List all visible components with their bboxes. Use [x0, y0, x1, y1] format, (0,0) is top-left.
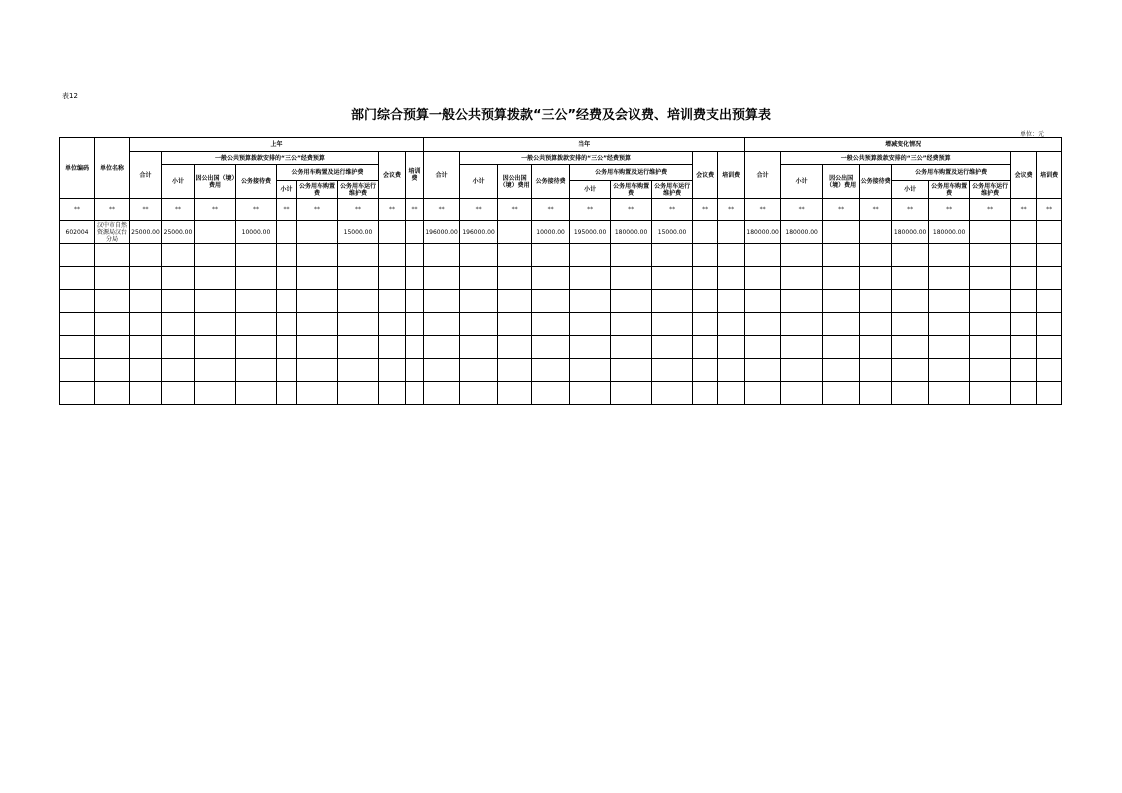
chg-reception-header: 公务接待费	[860, 165, 892, 199]
marker-cell: **	[693, 199, 718, 221]
last-year-header: 上年	[130, 138, 424, 152]
last-vehicle-subtotal-header: 小计	[277, 181, 297, 199]
marker-cell: **	[379, 199, 406, 221]
unit-code-cell: 602004	[60, 221, 95, 244]
marker-row	[60, 199, 1062, 221]
cur-abroad-header: 因公出国（境）费用	[498, 165, 532, 199]
last-training-header: 培训费	[406, 152, 424, 199]
last-meeting-cell	[379, 221, 406, 244]
marker-cell: **	[1037, 199, 1062, 221]
marker-cell: **	[130, 199, 162, 221]
cur-reception-cell: 10000.00	[532, 221, 570, 244]
marker-cell: **	[297, 199, 338, 221]
empty-row	[60, 336, 1062, 359]
marker-cell: **	[277, 199, 297, 221]
last-training-cell	[406, 221, 424, 244]
cur-sangong-header: 一般公共预算拨款安排的“三公”经费预算	[460, 152, 693, 165]
cur-vehicle-purchase-cell: 180000.00	[611, 221, 652, 244]
chg-abroad-header: 因公出国（境）费用	[823, 165, 860, 199]
last-subtotal-cell: 25000.00	[162, 221, 195, 244]
last-total-cell: 25000.00	[130, 221, 162, 244]
last-subtotal-header: 小计	[162, 165, 195, 199]
cur-subtotal-header: 小计	[460, 165, 498, 199]
marker-cell: **	[1011, 199, 1037, 221]
marker-cell: **	[611, 199, 652, 221]
marker-cell: **	[460, 199, 498, 221]
last-total-header: 合计	[130, 152, 162, 199]
chg-total-header: 合计	[745, 152, 781, 199]
marker-cell: **	[498, 199, 532, 221]
current-year-header: 当年	[424, 138, 745, 152]
last-vehicle-subtotal-cell	[277, 221, 297, 244]
marker-cell: **	[970, 199, 1011, 221]
last-vehicle-purchase-header: 公务用车购置费	[297, 181, 338, 199]
chg-subtotal-header: 小计	[781, 165, 823, 199]
marker-cell: **	[823, 199, 860, 221]
last-reception-header: 公务接待费	[236, 165, 277, 199]
chg-abroad-cell	[823, 221, 860, 244]
empty-row	[60, 359, 1062, 382]
chg-training-header: 培训费	[1037, 152, 1062, 199]
empty-row	[60, 290, 1062, 313]
marker-cell: **	[745, 199, 781, 221]
chg-vehicle-purchase-header: 公务用车购置费	[929, 181, 970, 199]
marker-cell: **	[406, 199, 424, 221]
cur-vehicle-operation-header: 公务用车运行维护费	[652, 181, 693, 199]
marker-cell: **	[60, 199, 95, 221]
chg-vehicle-subtotal-header: 小计	[892, 181, 929, 199]
empty-row	[60, 267, 1062, 290]
unit-label: 单位：元	[1020, 131, 1045, 138]
chg-sangong-header: 一般公共预算拨款安排的“三公”经费预算	[781, 152, 1011, 165]
marker-cell: **	[338, 199, 379, 221]
marker-cell: **	[860, 199, 892, 221]
chg-reception-cell	[860, 221, 892, 244]
marker-cell: **	[718, 199, 745, 221]
cur-vehicle-header: 公务用车购置及运行维护费	[570, 165, 693, 181]
chg-subtotal-cell: 180000.00	[781, 221, 823, 244]
unit-name-cell: 汉中市自然资源局汉台分局	[95, 221, 130, 244]
chg-vehicle-operation-header: 公务用车运行维护费	[970, 181, 1011, 199]
last-meeting-header: 会议费	[379, 152, 406, 199]
chg-vehicle-header: 公务用车购置及运行维护费	[892, 165, 1011, 181]
marker-cell: **	[532, 199, 570, 221]
unit-name-header: 单位名称	[95, 138, 130, 199]
chg-vehicle-subtotal-cell: 180000.00	[892, 221, 929, 244]
last-vehicle-header: 公务用车购置及运行维护费	[277, 165, 379, 181]
cur-vehicle-subtotal-header: 小计	[570, 181, 611, 199]
cur-abroad-cell	[498, 221, 532, 244]
last-vehicle-operation-header: 公务用车运行维护费	[338, 181, 379, 199]
chg-vehicle-operation-cell	[970, 221, 1011, 244]
last-abroad-cell	[195, 221, 236, 244]
cur-vehicle-operation-cell: 15000.00	[652, 221, 693, 244]
marker-cell: **	[781, 199, 823, 221]
cur-vehicle-subtotal-cell: 195000.00	[570, 221, 611, 244]
marker-cell: **	[236, 199, 277, 221]
marker-cell: **	[424, 199, 460, 221]
table-row	[60, 221, 1062, 244]
document-title: 部门综合预算一般公共预算拨款“三公”经费及会议费、培训费支出预算表	[350, 108, 772, 123]
cur-training-cell	[718, 221, 745, 244]
budget-table	[59, 137, 1062, 405]
empty-row	[60, 244, 1062, 267]
empty-row	[60, 313, 1062, 336]
chg-total-cell: 180000.00	[745, 221, 781, 244]
cur-total-cell: 196000.00	[424, 221, 460, 244]
last-abroad-header: 因公出国（境）费用	[195, 165, 236, 199]
marker-cell: **	[892, 199, 929, 221]
marker-cell: **	[195, 199, 236, 221]
cur-training-header: 培训费	[718, 152, 745, 199]
marker-cell: **	[95, 199, 130, 221]
cur-vehicle-purchase-header: 公务用车购置费	[611, 181, 652, 199]
empty-row	[60, 382, 1062, 405]
cur-subtotal-cell: 196000.00	[460, 221, 498, 244]
cur-reception-header: 公务接待费	[532, 165, 570, 199]
marker-cell: **	[570, 199, 611, 221]
chg-vehicle-purchase-cell: 180000.00	[929, 221, 970, 244]
last-vehicle-purchase-cell	[297, 221, 338, 244]
cur-meeting-header: 会议费	[693, 152, 718, 199]
marker-cell: **	[929, 199, 970, 221]
marker-cell: **	[652, 199, 693, 221]
last-reception-cell: 10000.00	[236, 221, 277, 244]
cur-meeting-cell	[693, 221, 718, 244]
unit-code-header: 单位编码	[60, 138, 95, 199]
last-sangong-header: 一般公共预算拨款安排的“三公”经费预算	[162, 152, 379, 165]
change-header: 增减变化情况	[745, 138, 1062, 152]
cur-total-header: 合计	[424, 152, 460, 199]
chg-training-cell	[1037, 221, 1062, 244]
last-vehicle-operation-cell: 15000.00	[338, 221, 379, 244]
marker-cell: **	[162, 199, 195, 221]
chg-meeting-cell	[1011, 221, 1037, 244]
chg-meeting-header: 会议费	[1011, 152, 1037, 199]
table-number: 表12	[62, 92, 78, 100]
